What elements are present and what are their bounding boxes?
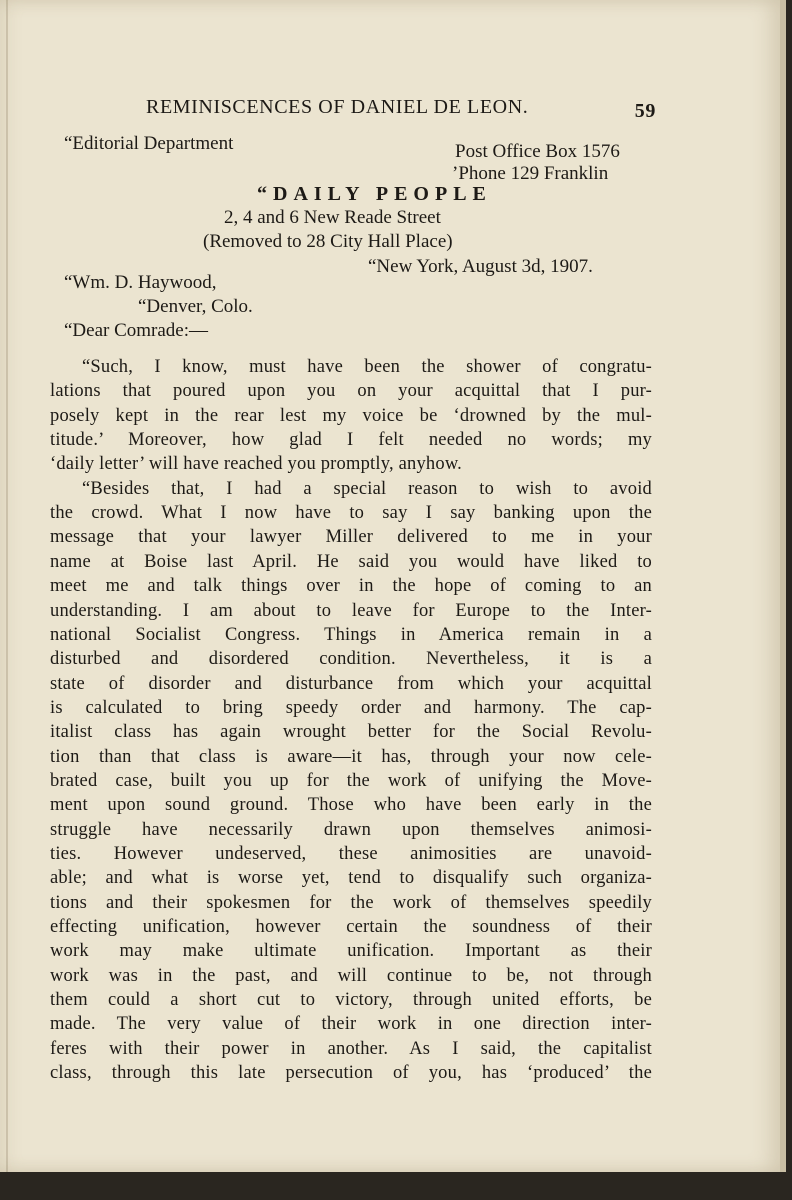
body-line: ‘daily letter’ will have reached you promptly, anyhow. — [50, 454, 463, 475]
body-line: the crowd. What I now have to say I say banking upon the — [50, 503, 652, 524]
body-line: feres with their power in another. As I said, the capitalist — [50, 1038, 652, 1059]
body-line: work was in the past, and will continue to be, not through — [50, 965, 652, 986]
body-line: understanding. I am about to leave for Europe to the Inter- — [50, 600, 652, 621]
recipient-name: “Wm. D. Haywood, — [64, 272, 217, 293]
recipient-city: “Denver, Colo. — [138, 296, 253, 317]
body-line: name at Boise last April. He said you would have liked to — [50, 551, 652, 572]
body-line: effecting unification, however certain the soundness of their — [50, 917, 652, 938]
body-line: tion than that class is aware—it has, through your now cele- — [50, 746, 652, 767]
body-line: class, through this late persecution of you, has ‘produced’ the — [50, 1063, 652, 1084]
body-line: “Besides that, I had a special reason to wish to avoid — [82, 478, 652, 499]
body-line: disturbed and disordered condition. Nevertheless, it is a — [50, 649, 652, 670]
body-line: state of disorder and disturbance from which your acquittal — [50, 673, 652, 694]
body-line: ment upon sound ground. Those who have been early in the — [50, 795, 652, 816]
body-line: tions and their spokesmen for the work of themselves speedily — [50, 892, 652, 913]
body-line: made. The very value of their work in one direction inter- — [50, 1014, 652, 1035]
body-line: brated case, built you up for the work of unifying the Move- — [50, 770, 652, 791]
body-line: able; and what is worse yet, tend to disqualify such organiza- — [50, 868, 652, 889]
body-line: posely kept in the rear lest my voice be ‘drowned by the mul- — [50, 405, 652, 426]
body-line: work may make ultimate unification. Important as their — [50, 941, 652, 962]
newspaper-masthead: “DAILY PEOPLE — [257, 183, 492, 205]
body-line: lations that poured upon you on your acquittal that I pur- — [50, 381, 652, 402]
body-line: struggle have necessarily drawn upon themselves animosi- — [50, 819, 652, 840]
body-line: message that your lawyer Miller delivered to me in your — [50, 527, 652, 548]
body-line: titude.’ Moreover, how glad I felt needed no words; my — [50, 430, 652, 451]
phone-number: ’Phone 129 Franklin — [452, 163, 609, 184]
page-number: 59 — [634, 100, 656, 122]
body-line: meet me and talk things over in the hope of coming to an — [50, 576, 652, 597]
greeting: “Dear Comrade:— — [64, 320, 209, 341]
body-line: is calculated to bring speedy order and harmony. The cap- — [50, 697, 652, 718]
body-line: them could a short cut to victory, through united efforts, be — [50, 990, 652, 1011]
new-address-note: (Removed to 28 City Hall Place) — [203, 231, 453, 252]
street-address: 2, 4 and 6 New Reade Street — [224, 207, 441, 228]
body-line: italist class has again wrought better for the Social Revolu- — [50, 722, 652, 743]
post-office-box: Post Office Box 1576 — [455, 141, 620, 162]
editorial-department: “Editorial Department — [64, 133, 234, 154]
body-line: “Such, I know, must have been the shower of congratu- — [82, 357, 652, 377]
running-title: REMINISCENCES OF DANIEL DE LEON. — [146, 96, 529, 118]
scan-border — [0, 1172, 792, 1200]
body-line: national Socialist Congress. Things in America remain in a — [50, 624, 652, 645]
body-line: ties. However undeserved, these animosities are unavoid- — [50, 844, 652, 864]
page-gutter-shadow — [6, 0, 8, 1172]
letter-dateline: “New York, August 3d, 1907. — [368, 256, 593, 277]
